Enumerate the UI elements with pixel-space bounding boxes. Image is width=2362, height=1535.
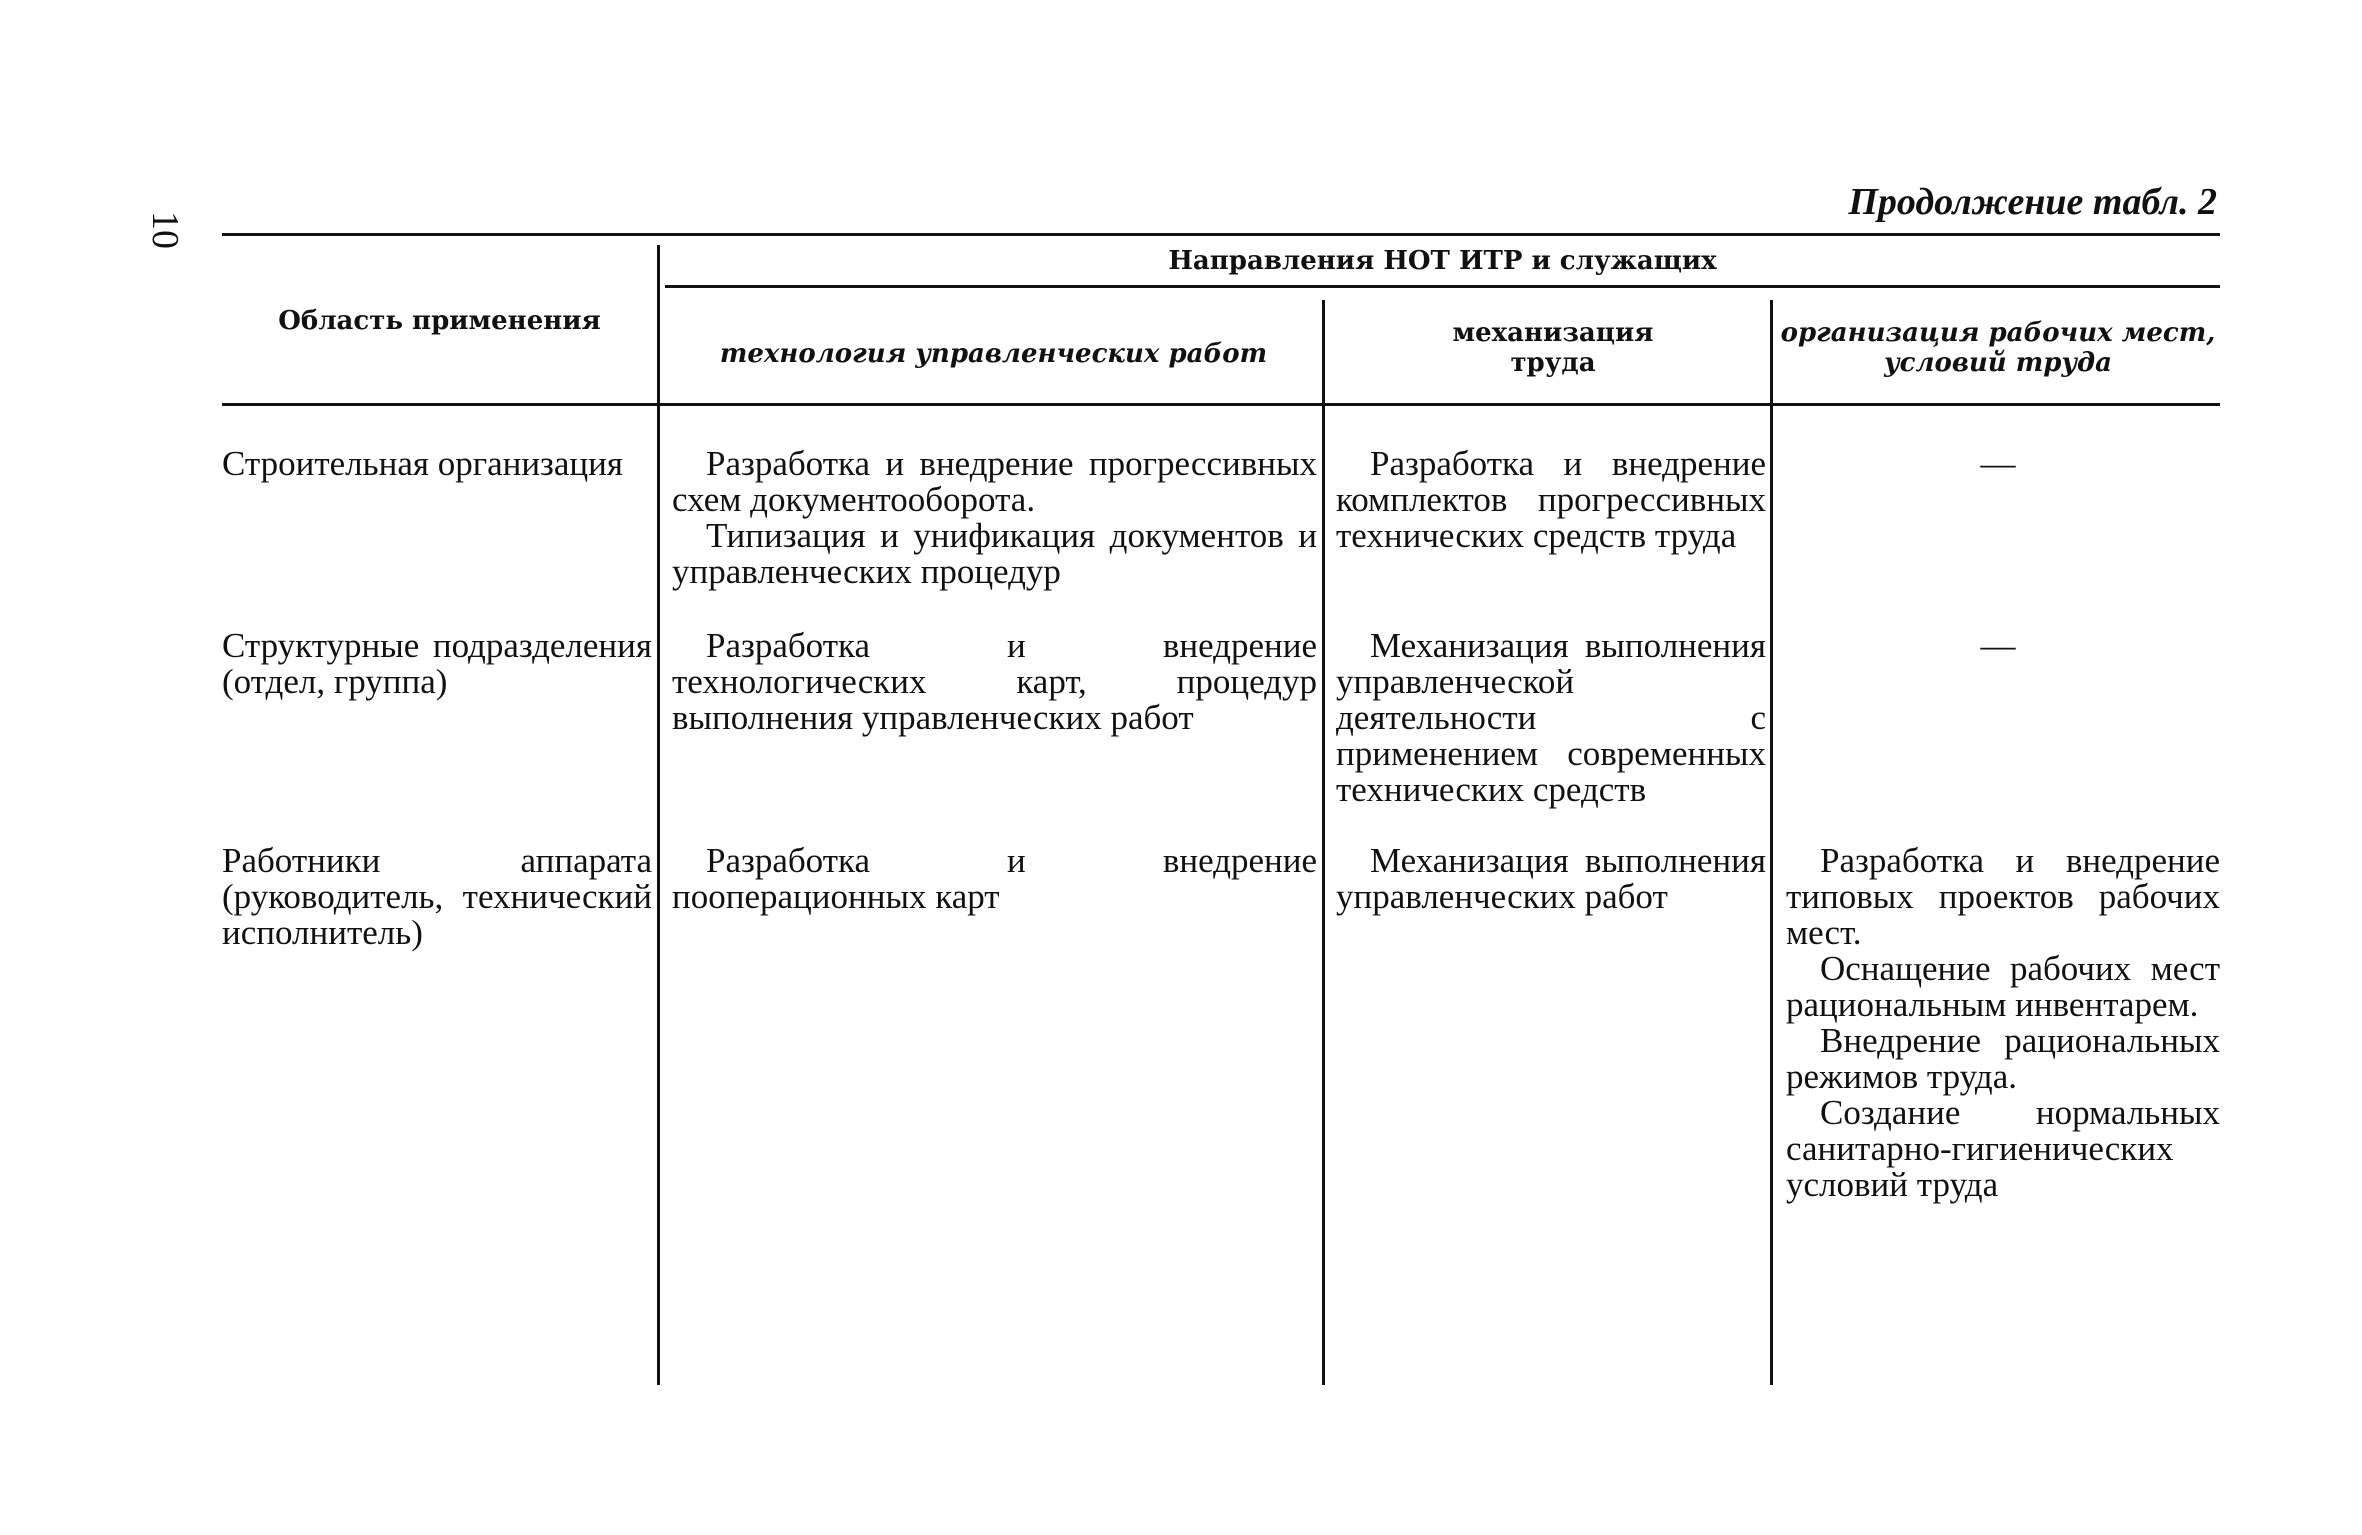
row2-technology (672, 628, 1317, 736)
row2-workplace-dash: — (1980, 626, 2016, 665)
row1-technology (672, 446, 1317, 590)
header-workplace: организация рабочих мест, условий труда (1780, 318, 2216, 378)
row3-area-text: Работники аппарата (руководитель, технический исполнитель) (222, 841, 652, 952)
row2-mechanization (1336, 628, 1766, 808)
row3-workplace-p2: Оснащение рабочих мест рациональным инвентарем. (1786, 949, 2220, 1024)
row1-mechanization (1336, 446, 1766, 554)
header-technology: технология управленческих работ (719, 339, 1268, 369)
row2-area (222, 628, 652, 700)
row3-technology (672, 843, 1317, 915)
row1-mechanization-p1: Разработка и внедрение комплектов прогрессивных технических средств труда (1336, 444, 1766, 555)
row3-workplace-p4: Создание нормальных санитарно-гигиенических условий труда (1786, 1093, 2220, 1204)
table-continuation-caption: Продолжение табл. 2 (1848, 181, 2217, 223)
column-divider-technology (1322, 300, 1325, 1385)
row2-mechanization-p1: Механизация выполнения управленческой деятельности с применением современных технических средств (1336, 626, 1766, 809)
row3-workplace-p3: Внедрение рациональных режимов труда. (1786, 1021, 2220, 1096)
header-area: Область применения (278, 306, 601, 336)
row1-area (222, 446, 652, 482)
row1-technology-p2: Типизация и унификация документов и управленческих процедур (672, 516, 1317, 591)
header-bottom-rule (222, 403, 2220, 406)
column-divider-area (657, 245, 660, 1385)
page-number: 10 (144, 211, 186, 249)
header-mechanization: механизация труда (1452, 318, 1654, 378)
header-group: Направления НОТ ИТР и служащих (1168, 246, 1717, 276)
row2-area-text: Структурные подразделения (отдел, группа) (222, 626, 652, 701)
row3-area (222, 843, 652, 951)
row3-workplace (1786, 843, 2220, 1203)
row3-workplace-p1: Разработка и внедрение типовых проектов рабочих мест. (1786, 841, 2220, 952)
row3-technology-p1: Разработка и внедрение пооперационных карт (672, 841, 1317, 916)
row3-mechanization (1336, 843, 1766, 915)
group-header-rule (665, 285, 2220, 288)
row2-technology-p1: Разработка и внедрение технологических карт, процедур выполнения управленческих работ (672, 626, 1317, 737)
table-top-rule (222, 233, 2220, 236)
row1-workplace-dash: — (1980, 444, 2016, 483)
column-divider-mechanization (1770, 300, 1773, 1385)
row1-area-text: Строительная организация (222, 444, 623, 483)
row3-mechanization-p1: Механизация выполнения управленческих работ (1336, 841, 1766, 916)
row1-technology-p1: Разработка и внедрение прогрессивных схем документооборота. (672, 444, 1317, 519)
